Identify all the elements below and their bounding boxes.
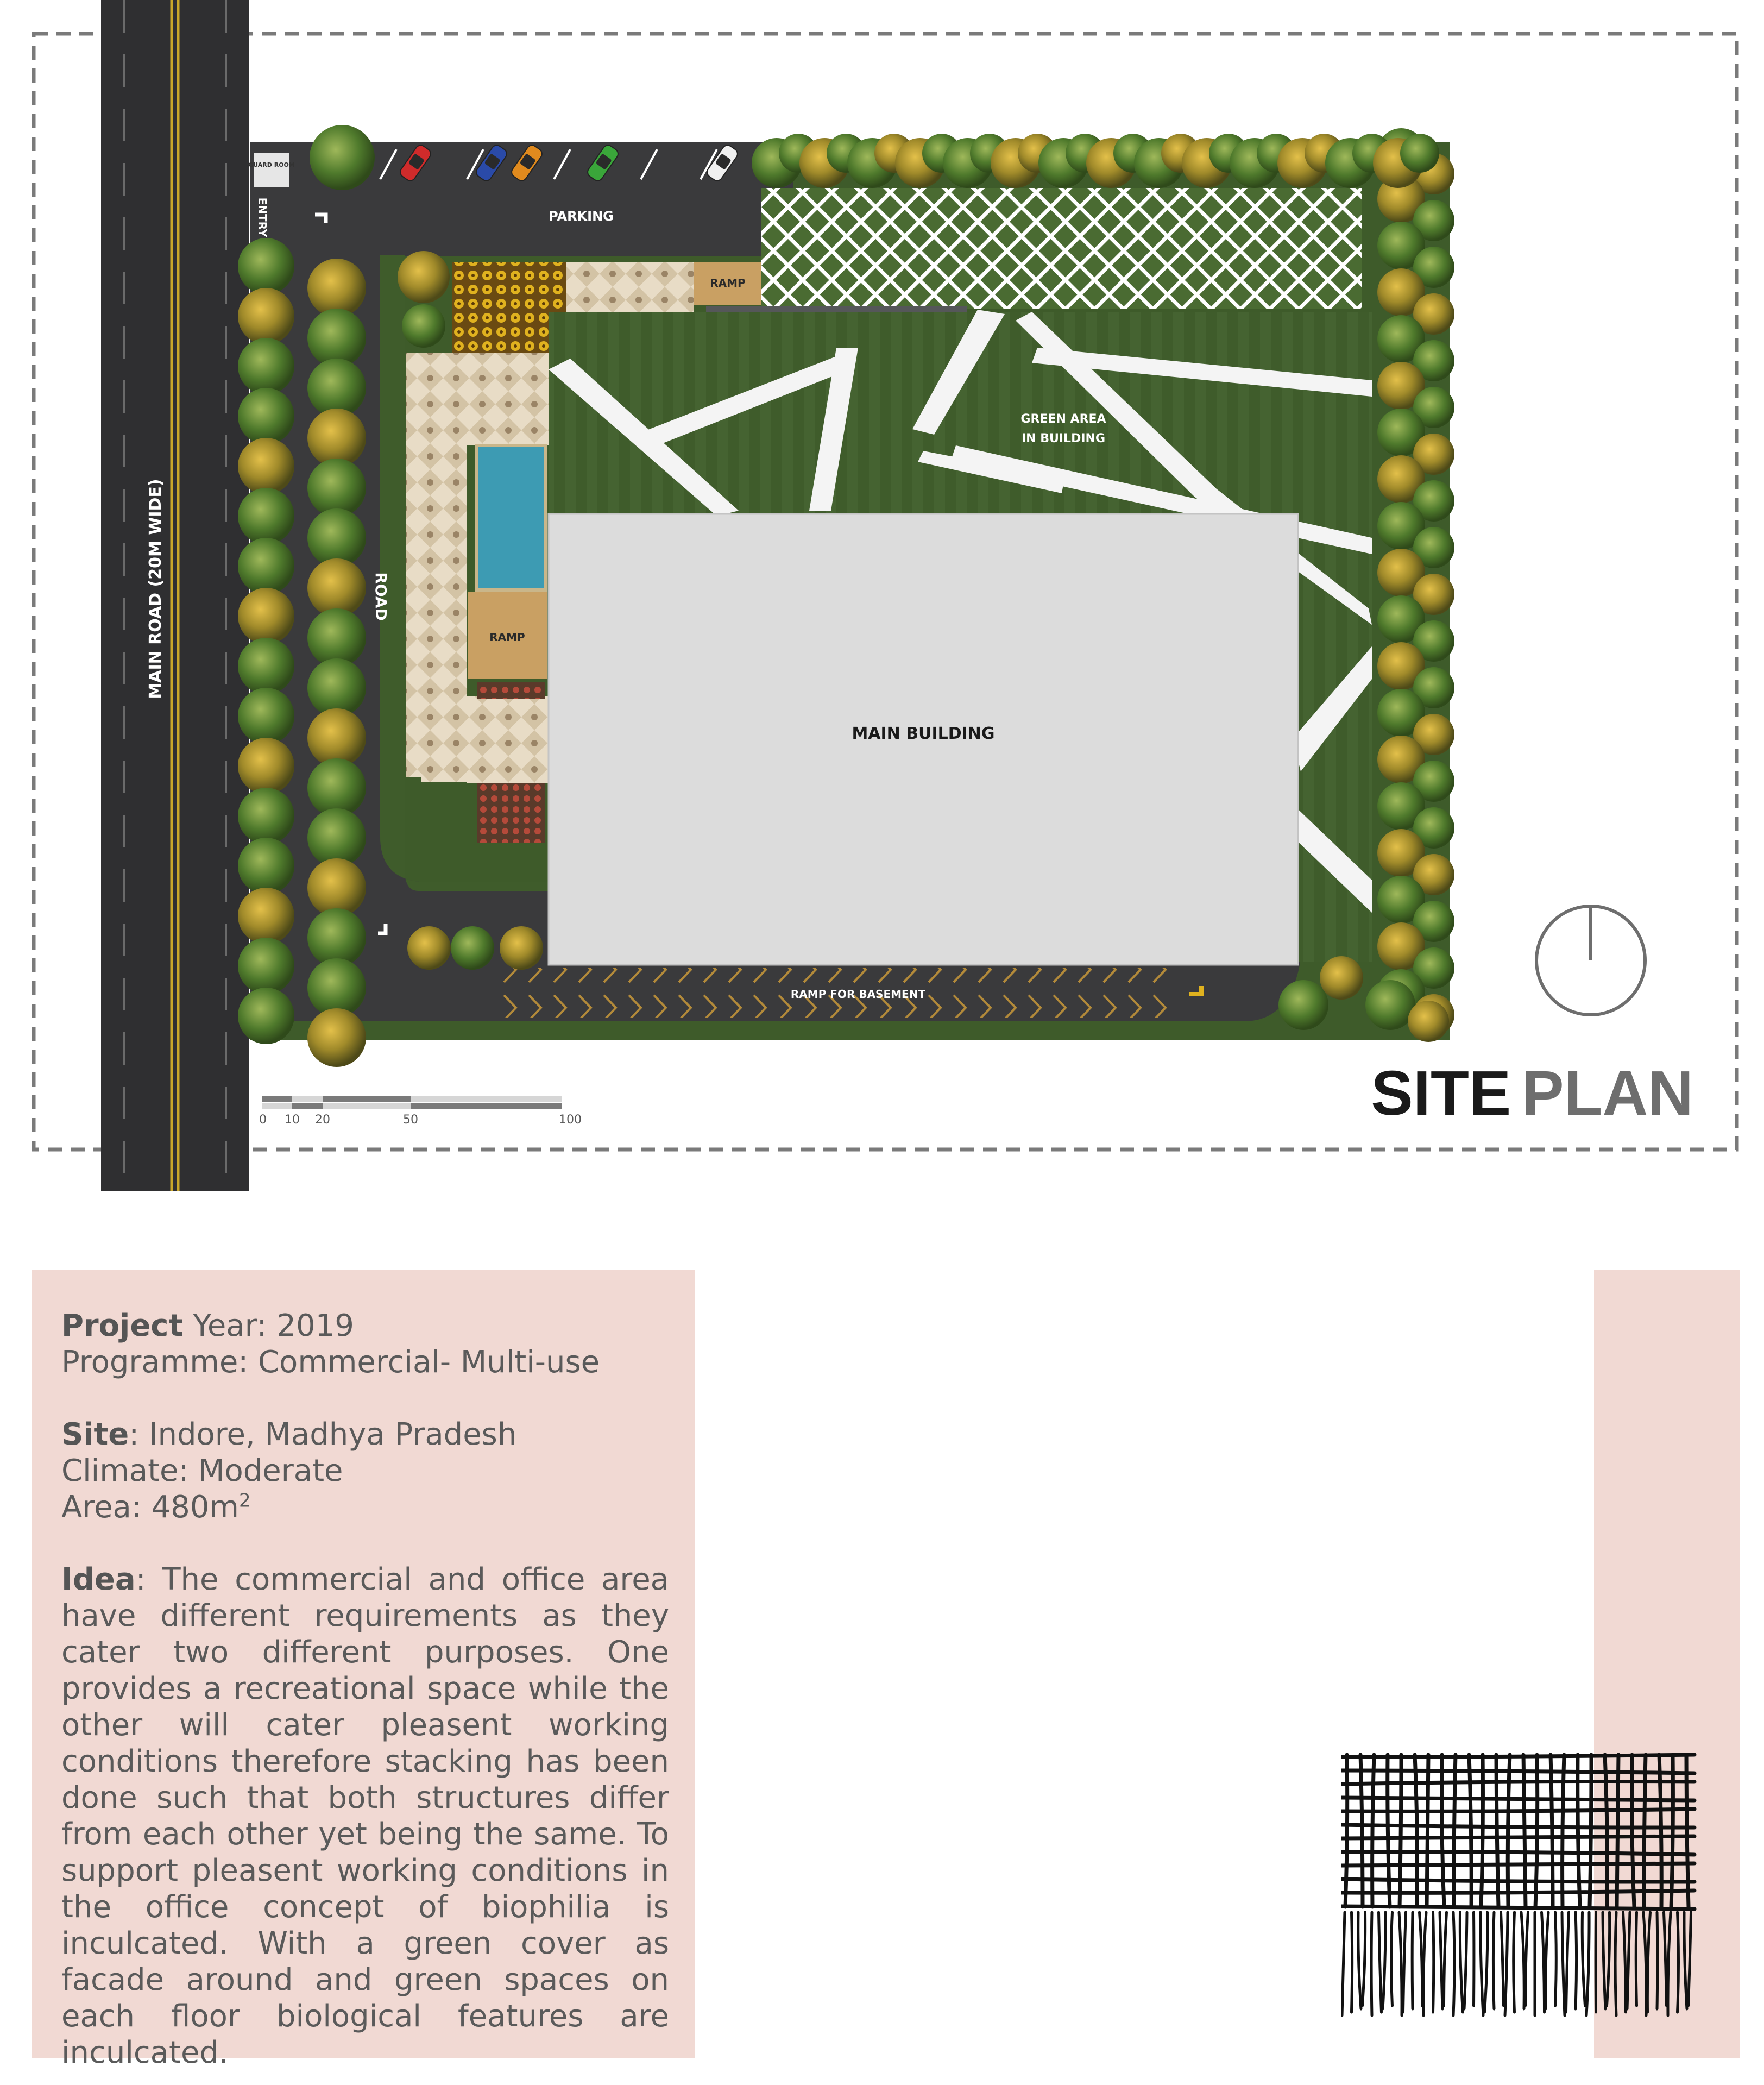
weave-graphic-icon	[1341, 1744, 1700, 2026]
road-label: ROAD	[372, 572, 390, 621]
tree-icon	[307, 1008, 366, 1067]
tree-icon	[307, 359, 366, 417]
tree-icon	[1400, 134, 1439, 173]
guard-room-label: GUARD ROOM	[248, 161, 295, 168]
main-building-label: MAIN BUILDING	[852, 724, 995, 743]
tree-icon	[500, 926, 543, 970]
project-info-panel	[32, 1270, 695, 2070]
tree-icon	[307, 658, 366, 717]
tree-icon	[402, 304, 445, 348]
tree-icon	[238, 688, 294, 744]
area-sup: 2	[238, 1490, 251, 1512]
scale-tick-20: 20	[315, 1113, 330, 1127]
green-area-label-1: GREEN AREA	[1020, 412, 1106, 426]
site-label: Site	[61, 1417, 129, 1452]
tree-icon	[307, 908, 366, 967]
green-area-label-2: IN BUILDING	[1021, 432, 1106, 445]
scale-tick-100: 100	[559, 1113, 582, 1127]
tree-icon	[307, 459, 366, 517]
ramp-side-label: RAMP	[489, 631, 525, 644]
tree-icon	[307, 608, 366, 667]
tree-icon	[407, 926, 451, 970]
tree-icon	[307, 259, 366, 317]
guard-room	[254, 153, 289, 187]
lattice-green-wall	[761, 188, 1362, 309]
entry-label: ENTRY	[256, 197, 269, 237]
idea-label: Idea	[61, 1562, 136, 1597]
programme: Programme: Commercial- Multi-use	[61, 1345, 600, 1380]
tree-icon	[238, 588, 294, 644]
tree-icon	[238, 488, 294, 544]
idea-text: : The commercial and office area have different requirements as they cater two different purposes. One provides a recreational space while the other will cater pleasent working conditions therefore stacking has been done such that both structures differ from each other yet being the same. To support pleasent working conditions in the office concept of biophilia is inculcated. With a green cover as facade around and green spaces on each floor biological features are inculcated.	[61, 1562, 669, 2070]
red-flower-bed-1	[477, 682, 545, 699]
tree-icon	[238, 288, 294, 344]
tree-icon	[307, 508, 366, 567]
project-label: Project	[61, 1308, 184, 1343]
red-flower-bed-2	[477, 783, 545, 843]
area-text: Area: 480m	[61, 1490, 239, 1525]
tree-icon	[310, 125, 375, 190]
tree-icon	[238, 988, 294, 1044]
tree-icon	[307, 758, 366, 817]
north-arrow-icon	[1536, 906, 1645, 1015]
tree-icon	[238, 788, 294, 844]
tree-icon	[238, 338, 294, 394]
ramp-basement-label: RAMP FOR BASEMENT	[790, 988, 926, 1001]
tree-icon	[238, 538, 294, 594]
tree-icon	[1320, 956, 1363, 1000]
tree-icon	[238, 838, 294, 894]
scale-tick-50: 50	[403, 1113, 418, 1127]
parking-label: PARKING	[549, 209, 614, 224]
tree-icon	[238, 938, 294, 994]
tree-icon	[238, 388, 294, 444]
tree-icon	[238, 238, 294, 294]
tree-icon	[238, 888, 294, 944]
project-year: Year: 2019	[183, 1308, 354, 1343]
scale-tick-0: 0	[259, 1113, 267, 1127]
ramp-top-label: RAMP	[710, 277, 746, 290]
main-road-label: MAIN ROAD (20M WIDE)	[146, 479, 165, 699]
basement-ramp	[494, 968, 1168, 1018]
tree-icon	[307, 309, 366, 367]
tree-icon	[307, 558, 366, 617]
tree-icon	[1408, 1001, 1449, 1042]
tree-icon	[238, 438, 294, 494]
tiled-walkway-lower	[467, 696, 549, 783]
tree-icon	[238, 638, 294, 694]
tree-icon	[307, 858, 366, 917]
tree-icon	[398, 251, 450, 303]
tree-icon	[451, 926, 494, 970]
tree-icon	[307, 958, 366, 1017]
main-road	[101, 0, 249, 1191]
scale-tick-10: 10	[285, 1113, 300, 1127]
tree-icon	[307, 808, 366, 867]
site-value: : Indore, Madhya Pradesh	[129, 1417, 517, 1452]
tree-icon	[307, 409, 366, 467]
climate: Climate: Moderate	[61, 1453, 343, 1489]
tree-icon	[307, 708, 366, 767]
site-plan-title: SITE PLAN	[1371, 1058, 1693, 1128]
area	[61, 1489, 669, 1525]
pool	[477, 445, 545, 590]
scale-bar	[259, 1096, 582, 1127]
tree-icon	[1278, 980, 1328, 1030]
tree-icon	[238, 738, 294, 794]
